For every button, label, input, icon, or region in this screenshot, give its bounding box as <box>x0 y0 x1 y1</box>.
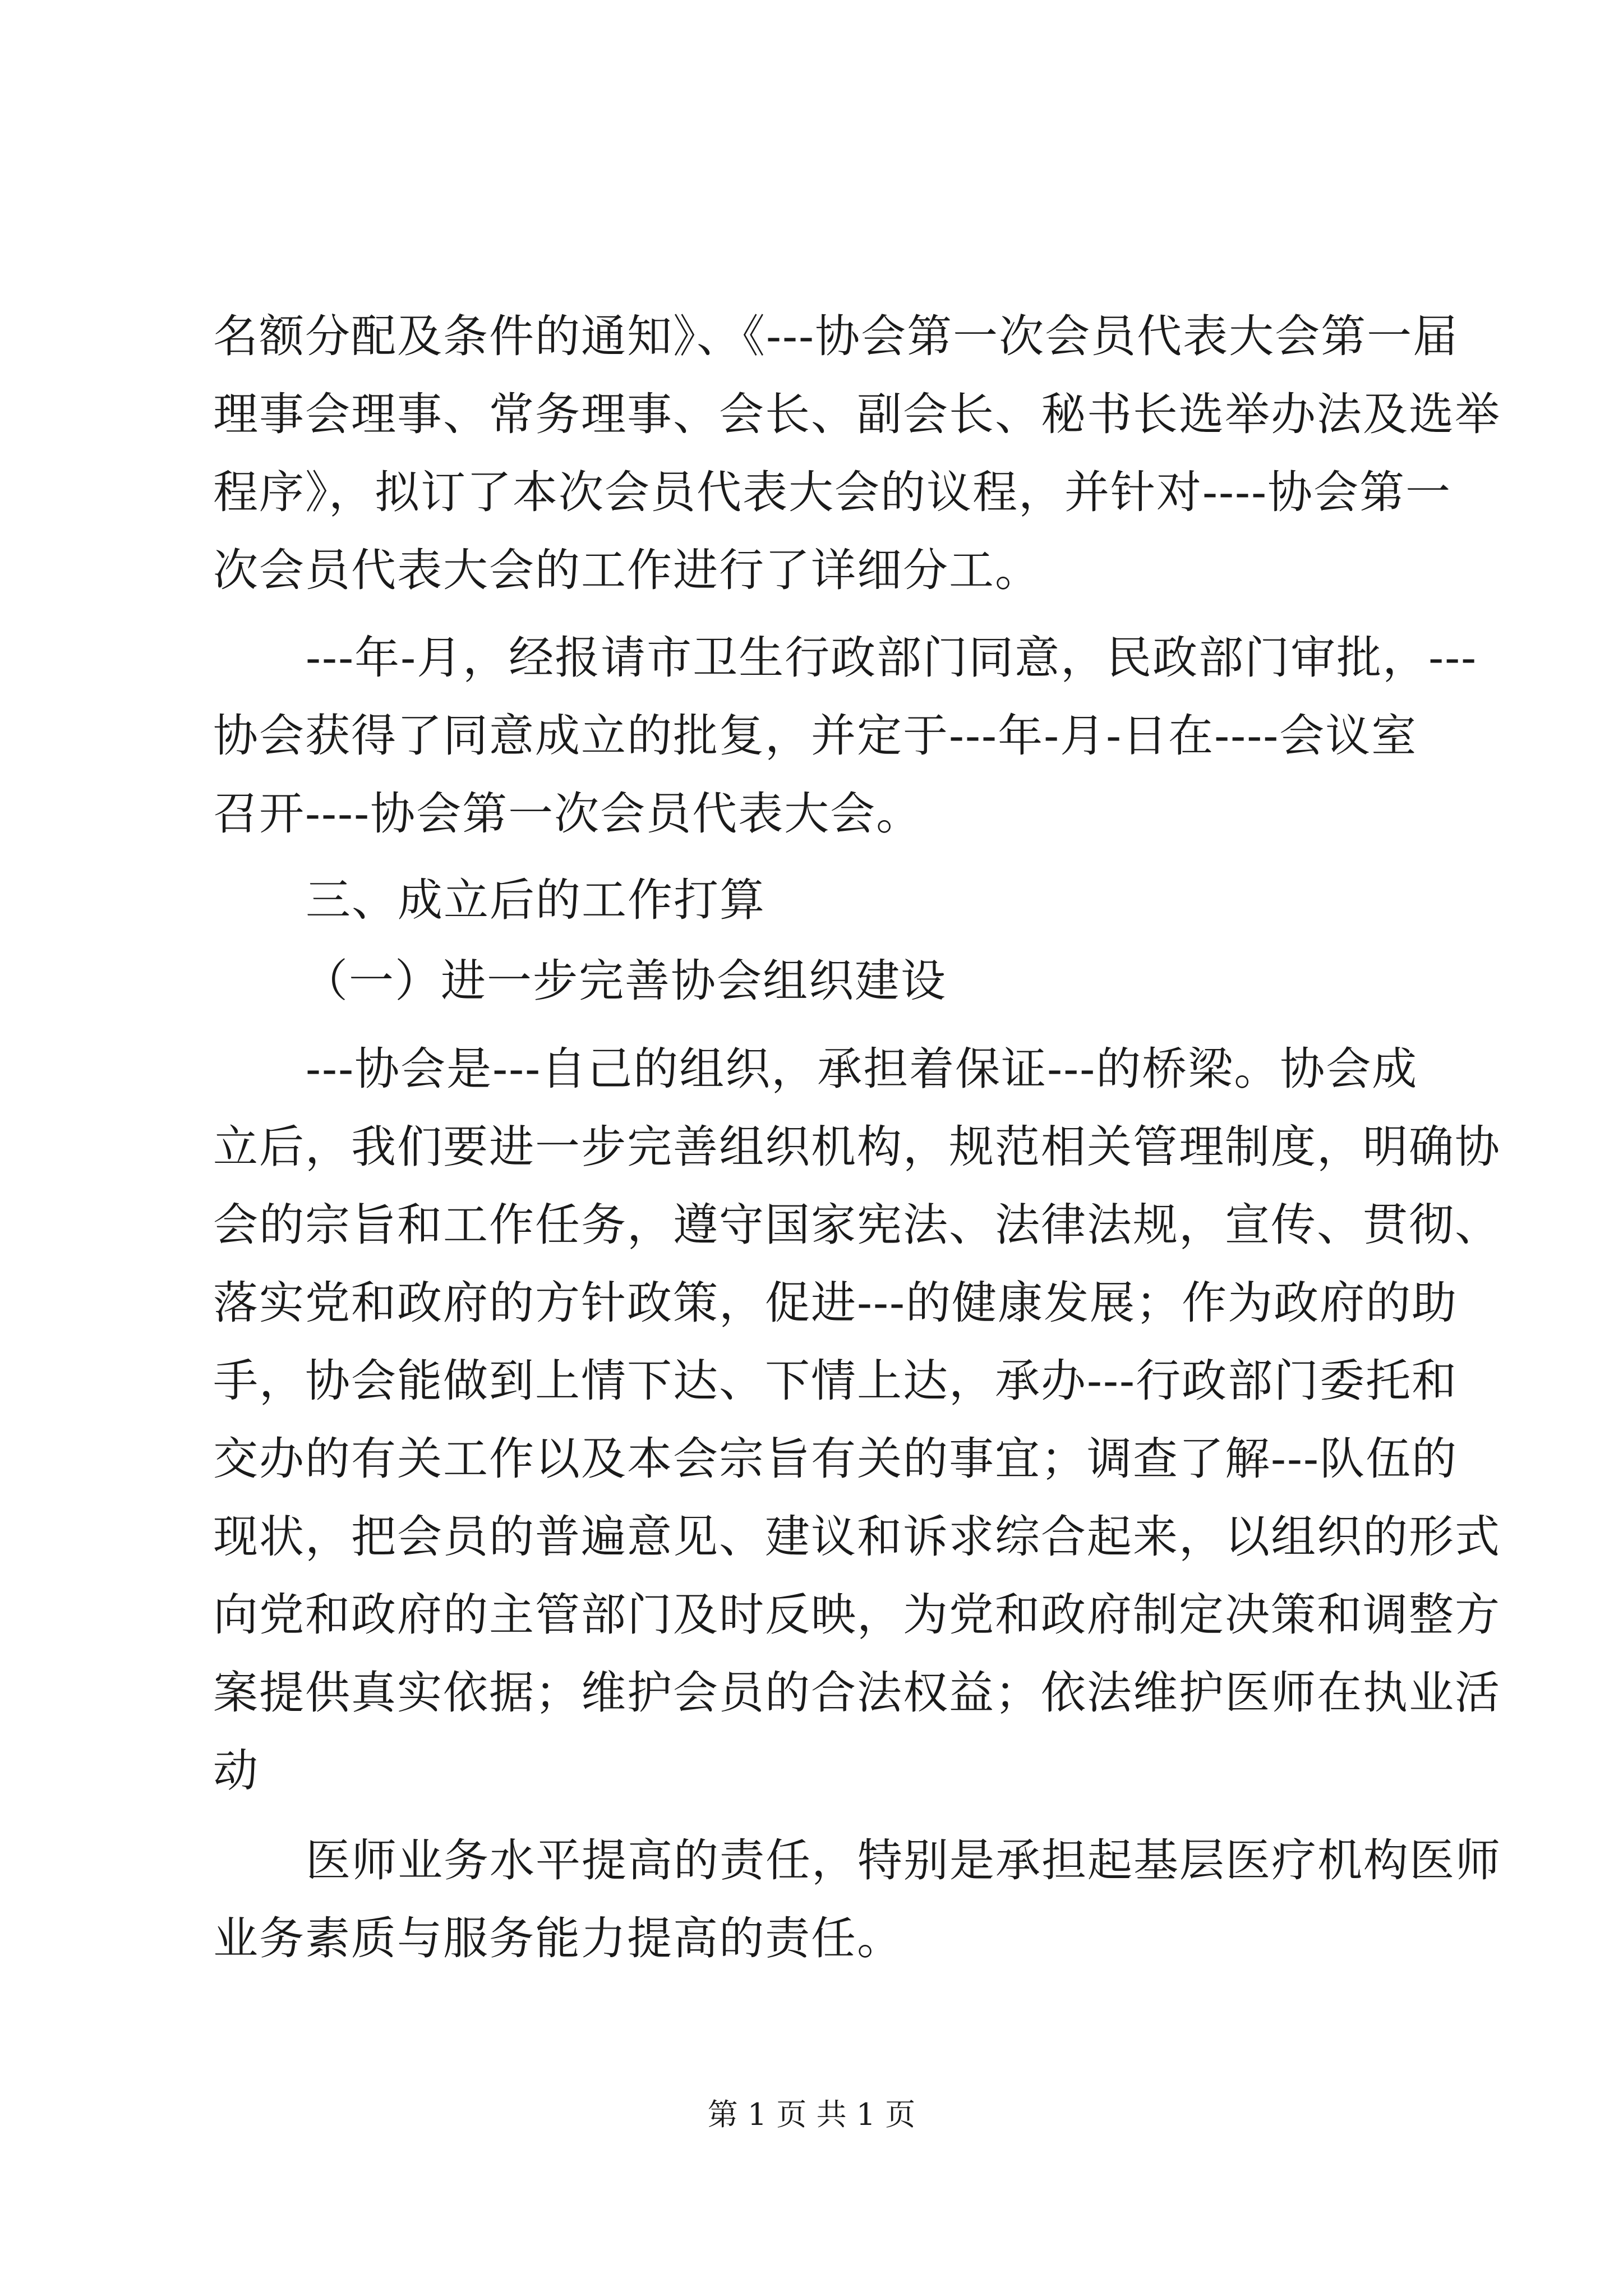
text-line: 手，协会能做到上情下达、下情上达，承办---行政部门委托和 <box>213 1355 1458 1407</box>
text-line: 立后，我们要进一步完善组织机构，规范相关管理制度，明确协 <box>213 1121 1501 1173</box>
text-line: 落实党和政府的方针政策，促进---的健康发展；作为政府的助 <box>213 1277 1458 1329</box>
text-line: 案提供真实依据；维护会员的合法权益；依法维护医师在执业活 <box>213 1667 1501 1719</box>
text-line: 会的宗旨和工作任务，遵守国家宪法、法律法规，宣传、贯彻、 <box>213 1199 1501 1251</box>
text-line: 次会员代表大会的工作进行了详细分工。 <box>213 544 1041 596</box>
text-line: 名额分配及条件的通知》、《---协会第一次会员代表大会第一届 <box>213 310 1459 362</box>
text-line: ---年-月，经报请市卫生行政部门同意，民政部门审批，--- <box>306 632 1478 684</box>
text-line: 动 <box>213 1745 259 1797</box>
page-number-footer: 第 1 页 共 1 页 <box>707 2097 916 2132</box>
subsection-heading: （一）进一步完善协会组织建设 <box>303 955 947 1007</box>
text-line: 现状，把会员的普遍意见、建议和诉求综合起来，以组织的形式 <box>213 1511 1501 1563</box>
text-line: 交办的有关工作以及本会宗旨有关的事宜；调查了解---队伍的 <box>213 1433 1458 1485</box>
text-line: 理事会理事、常务理事、会长、副会长、秘书长选举办法及选举 <box>213 388 1501 440</box>
text-line: 召开----协会第一次会员代表大会。 <box>213 788 923 840</box>
text-line: 协会获得了同意成立的批复，并定于---年-月-日在----会议室 <box>213 710 1418 762</box>
text-line: ---协会是---自己的组织，承担着保证---的桥梁。协会成 <box>306 1043 1418 1095</box>
text-line: 程序》，拟订了本次会员代表大会的议程，并针对----协会第一 <box>213 466 1452 518</box>
text-line: 向党和政府的主管部门及时反映，为党和政府制定决策和调整方 <box>213 1589 1501 1641</box>
section-heading: 三、成立后的工作打算 <box>306 874 766 926</box>
text-line: 医师业务水平提高的责任，特别是承担起基层医疗机构医师 <box>306 1834 1501 1887</box>
text-line: 业务素质与服务能力提高的责任。 <box>213 1912 903 1964</box>
